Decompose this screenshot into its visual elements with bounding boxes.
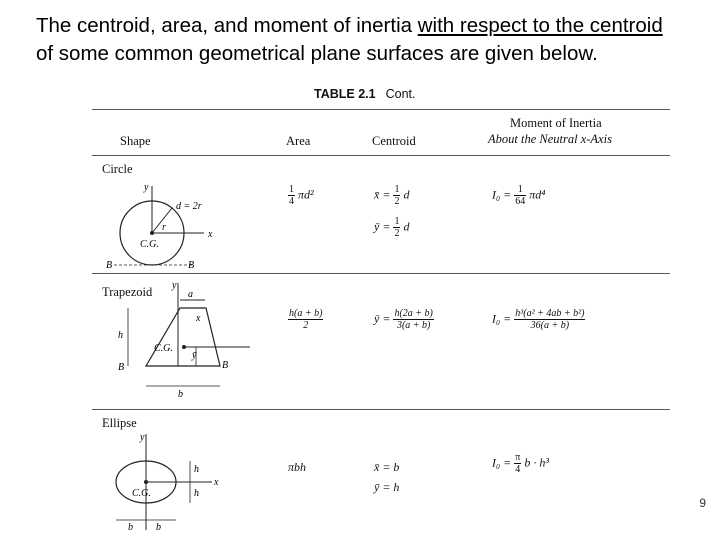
trapezoid-diagram (110, 278, 270, 408)
trapezoid-h-label: h (118, 330, 123, 341)
row-label-ellipse: Ellipse (102, 416, 137, 430)
circle-y-label: y (144, 182, 149, 193)
circle-b1-label: B (106, 260, 113, 271)
ellipse-x-label: x (214, 477, 219, 488)
trapezoid-b2-label: B (222, 360, 229, 371)
circle-area: $\frac{1}{4}$ πd² (289, 184, 314, 207)
row-label-trapezoid: Trapezoid (102, 285, 153, 299)
intro-paragraph (36, 12, 676, 68)
ellipse-y-label: y (140, 432, 145, 443)
trapezoid-b1-label: B (118, 362, 125, 373)
ellipse-area: πbh (288, 460, 307, 474)
header-moi-line2: About the Neutral x-Axis (488, 132, 612, 146)
circle-b2-label: B (188, 260, 195, 271)
ellipse-centroid-x: x̄ = b (374, 460, 400, 474)
table-rule-circle (92, 273, 670, 274)
intro-underlined-text: with respect to the centroid (417, 14, 663, 37)
table-rule-top (92, 109, 670, 110)
trapezoid-ybar-label: ȳ (192, 350, 197, 361)
table-title (314, 87, 415, 101)
table-title-label: TABLE 2.1 (314, 87, 376, 101)
circle-diagram (104, 178, 224, 273)
intro-text-2: of some common geometrical plane surfaces are given below. (36, 42, 598, 65)
circle-r-label: r (162, 222, 166, 233)
ellipse-cg-label: C.G. (132, 488, 151, 499)
table-rule-trapezoid (92, 409, 670, 410)
ellipse-h2-label: h (194, 488, 199, 499)
circle-x-label: x (208, 229, 213, 240)
ellipse-diagram (104, 430, 244, 535)
ellipse-moi: I₀ = $\frac{\pi}{4}$ b · h³ (492, 452, 549, 475)
circle-centroid-x: x̄ = $\frac{1}{2}$ d (374, 184, 410, 207)
header-shape: Shape (120, 134, 151, 148)
circle-moi: I₀ = $\frac{1}{64}$ πd⁴ (492, 184, 546, 207)
ellipse-centroid-y: ȳ = h (374, 480, 400, 494)
row-label-circle: Circle (102, 162, 133, 176)
trapezoid-x-label: x (196, 313, 201, 324)
page-number: 9 (699, 496, 706, 510)
trapezoid-b-label: b (178, 389, 183, 400)
trapezoid-moi: I₀ = $\frac{\text{h³(a² + 4ab + b²)}}{36(a + b)}$ (492, 308, 585, 331)
header-centroid: Centroid (372, 134, 416, 148)
ellipse-b1-label: b (128, 522, 133, 533)
header-moi-line1: Moment of Inertia (510, 116, 602, 130)
circle-centroid-y: ȳ = $\frac{1}{2}$ d (374, 216, 410, 239)
ellipse-b2-label: b (156, 522, 161, 533)
trapezoid-centroid-y: ȳ = $\frac{h(2a + b)}{3(a + b)}$ (374, 308, 433, 331)
header-area: Area (286, 134, 311, 148)
circle-cg-label: C.G. (140, 239, 159, 250)
circle-d-label: d = 2r (176, 201, 202, 212)
ellipse-h1-label: h (194, 464, 199, 475)
trapezoid-cg-label: C.G. (154, 343, 173, 354)
table-title-cont: Cont. (385, 87, 416, 101)
intro-text-1: The centroid, area, and moment of inertia (36, 14, 418, 37)
trapezoid-y-label: y (172, 280, 177, 291)
geometry-properties-table (92, 80, 670, 535)
trapezoid-area: $\frac{h(a + b)}{2}$ (289, 308, 323, 331)
trapezoid-a-label: a (188, 289, 193, 300)
table-rule-header (92, 155, 670, 156)
